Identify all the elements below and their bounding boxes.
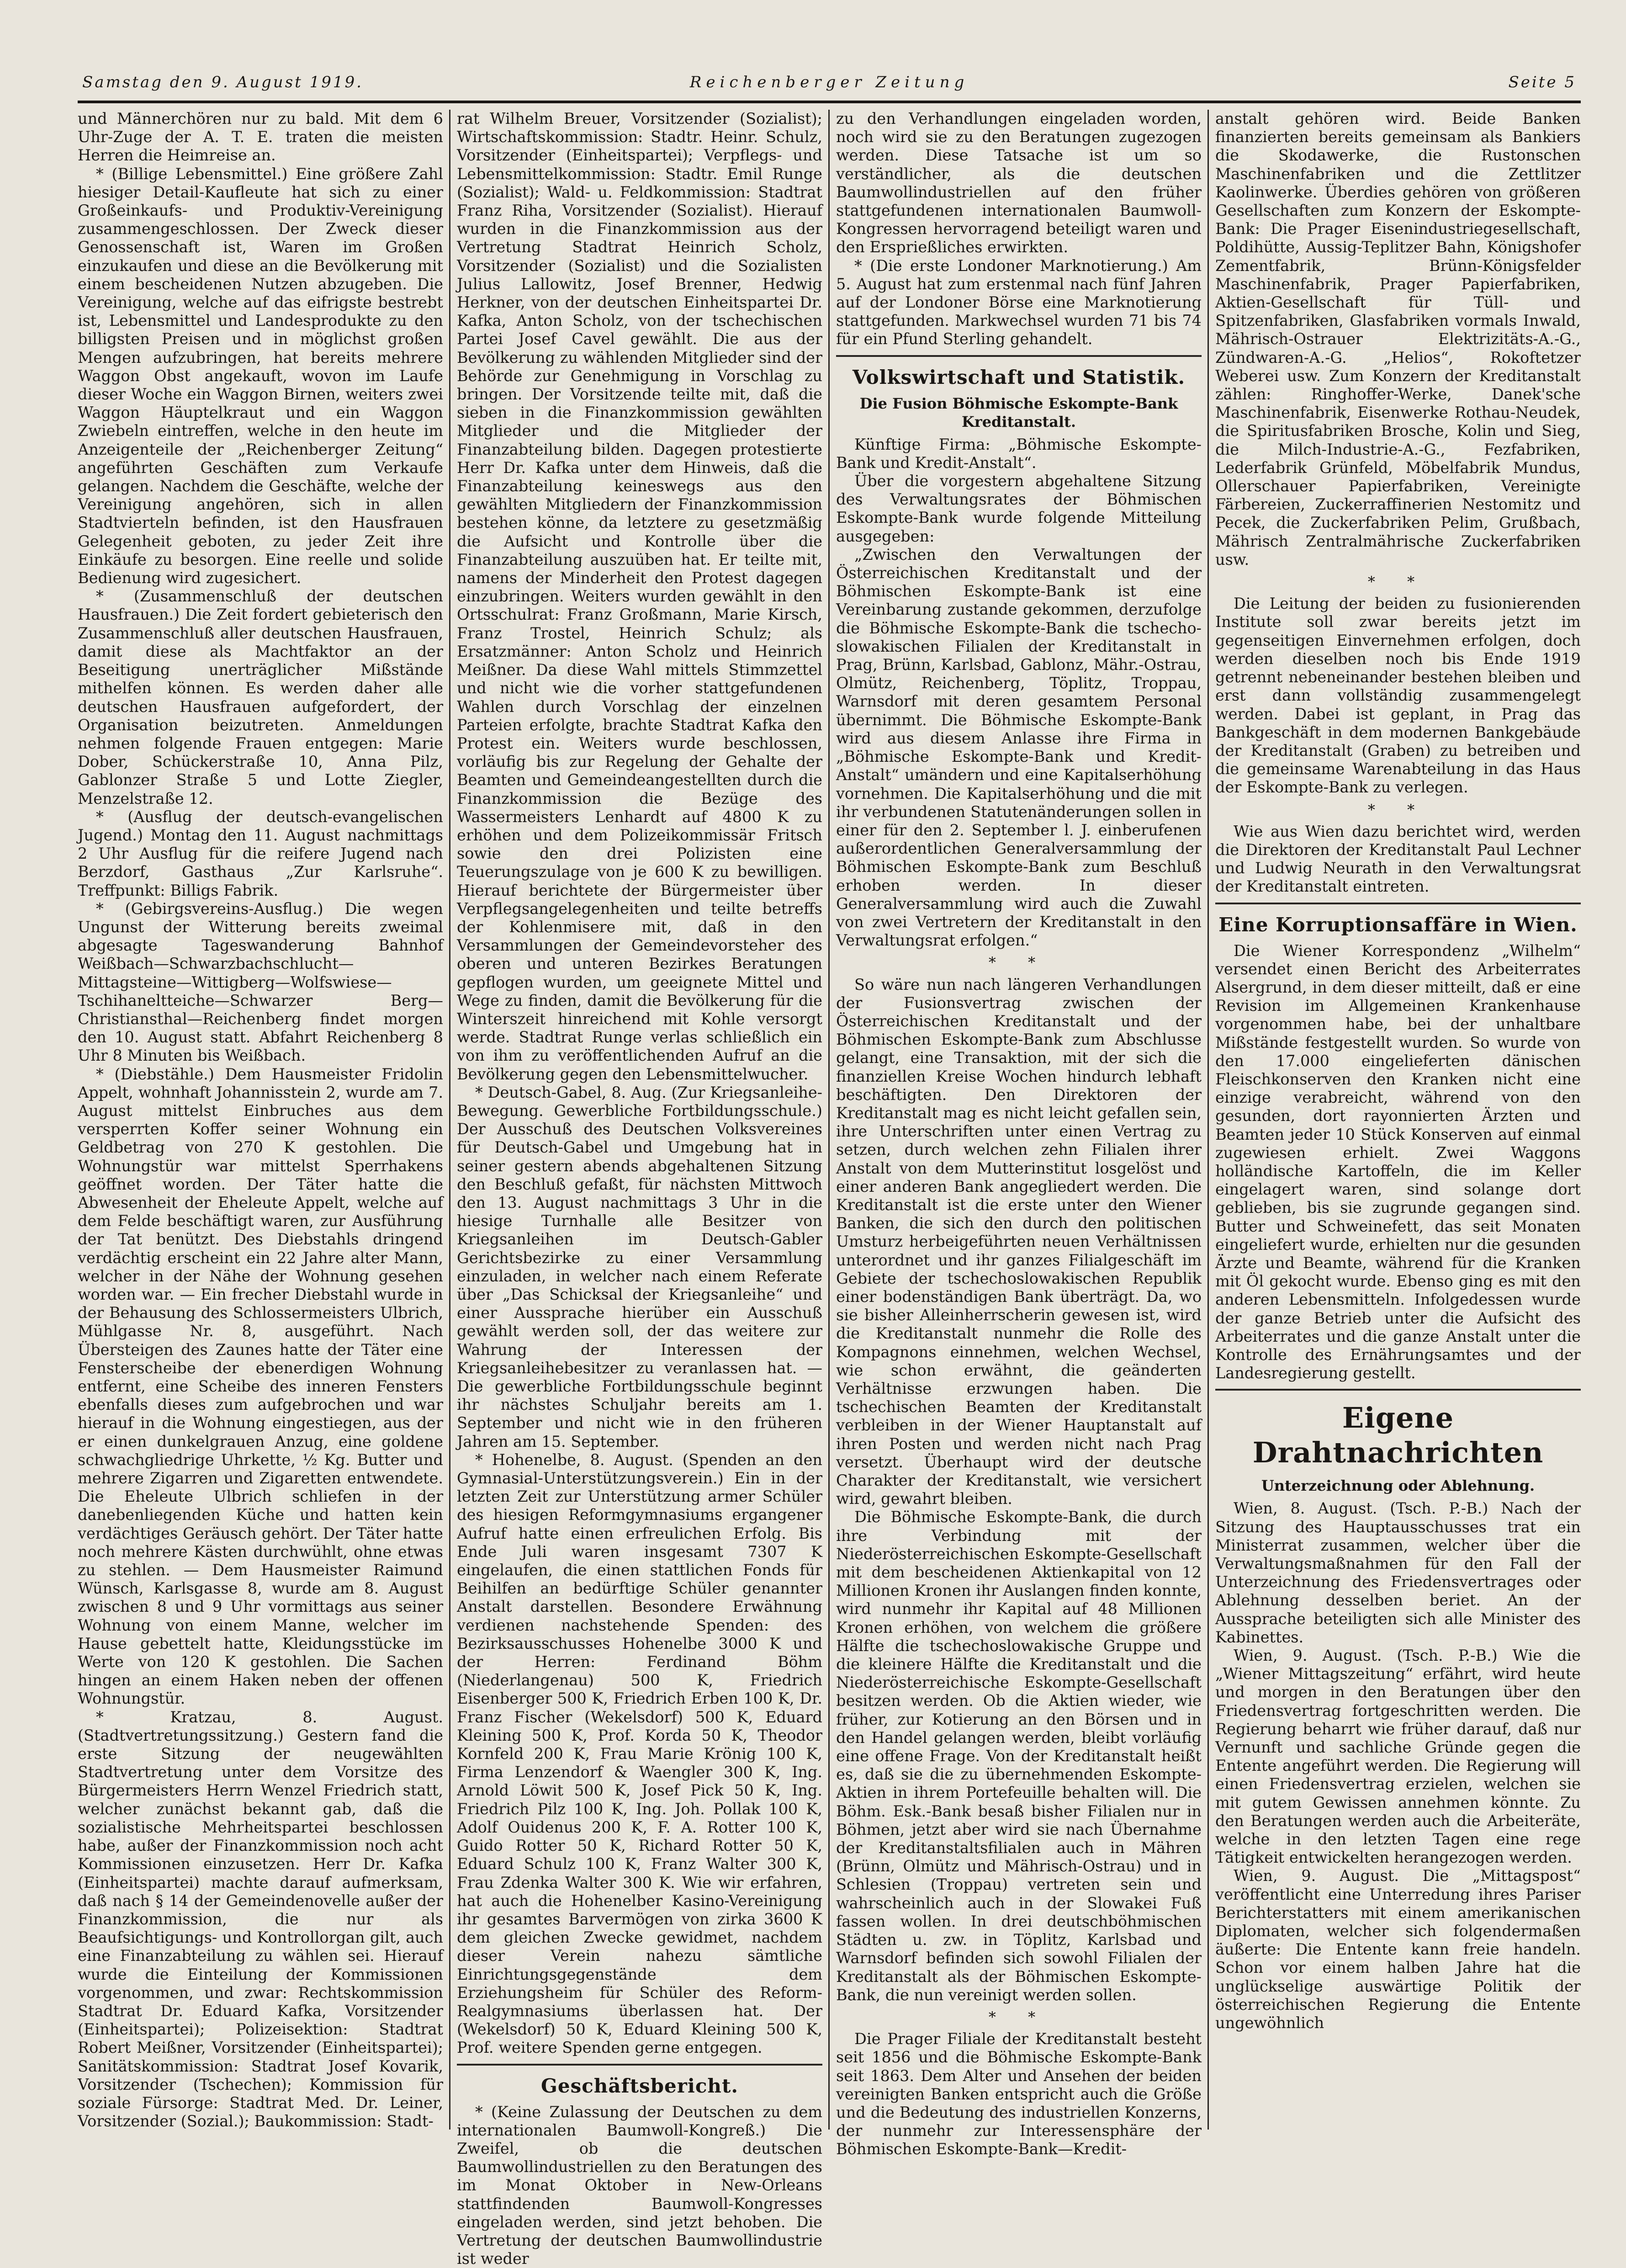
section-divider <box>836 355 1202 357</box>
article-headline: Die Fusion Böhmische Eskompte-Bank Kreditanstalt. <box>859 394 1178 430</box>
article-firma: Künftige Firma: „Böhmische Eskompte-Bank und Kredit-Anstalt“. <box>836 435 1202 472</box>
article-quote: „Zwischen den Verwaltungen der Österreichischen Kreditanstalt und der Böhmischen Eskompte-Bank ist eine Vereinbarung zustande gekommen, derzufolge die Böhmische Eskompte-Bank die tschecho-slowakischen Filialen der Kreditanstalt in Prag, Brünn, Karlsbad, Gablonz, Mähr.-Ostrau, Olmütz, Reichenberg, Töplitz, Troppau, Warnsdorf mit deren gesamtem Personal übernimmt. Die Böhmische Eskompte-Bank wird aus diesem Anlasse ihre Firma in „Böhmische Eskompte-Bank und Kredit-Anstalt“ umändern und eine Kapitalserhöhung vornehmen. Die Kapitalserhöhung und die mit ihr verbundenen Statutenänderungen sollen in einer für den 2. September l. J. einberufenen außerordentlichen Generalversammlung der Böhmischen Eskompte-Bank zum Beschluß erhoben werden. In dieser Generalversammlung wird auch die Zuwahl von zwei Vertretern der Kreditanstalt in den Verwaltungsrat erfolgen.“ <box>836 545 1202 950</box>
article-konzern: anstalt gehören wird. Beide Banken finanzierten bereits gemeinsam als Bankiers die Skodawerke, die Rustonschen Maschinenfabriken und die Zettlitzer Kaolinwerke. Überdies gehören von größeren Gesellschaften zum Konzern der Eskompte-Bank: Die Prager Eisenindustriegesellschaft, Poldihütte, Aussig-Teplitzer Bahn, Königshofer Zementfabrik, Brünn-Königsfelder Maschinenfabrik, Prager Papierfabriken, Aktien-Gesellschaft für Tüll- und Spitzenfabriken, Glasfabriken vormals Inwald, Mährisch-Ostrauer Elektrizitäts-A.-G., Zündwaren-A.-G. „Helios“, Rokoftetzer Weberei usw. Zum Konzern der Kreditanstalt zählen: Ringhoffer-Werke, Danek'sche Maschinenfabrik, Eisenwerke Rothau-Neudek, die Spiritusfabriken Brosche, Kolin und Sieg, die Milch-Industrie-A.-G., Fezfabriken, Lederfabrik Grünfeld, Möbelfabrik Mundus, Ollerschauer Papierfabriken, Vereinigte Färbereien, Zuckerraffinerien Nestomitz und Pecek, die Zuckerfabriken Pelim, Grußbach, Mährisch Zentralmährische Zuckerfabriken usw. <box>1215 110 1581 568</box>
article-kratzau-continued: rat Wilhelm Breuer, Vorsitzender (Sozialist); Wirtschaftskommission: Stadtr. Heinr. Schulz, Vorsitzender (Einheitspartei); Verpflegs- und Lebensmittelkommission: Stadtr. Emil Runge (Sozialist); Wald- u. Feldkommission: Stadtrat Franz Riha, Vorsitzender (Sozialist). Hierauf wurden in die Finanzkommission aus der Vertretung Stadtrat Heinrich Scholz, Vorsitzender (Sozialist) und die Sozialisten Julius Lallowitz, Josef Brenner, Hedwig Herkner, von der deutschen Einheitspartei Dr. Kafka, Anton Scholz, von der tschechischen Partei Josef Cavel gewählt. Die aus der Bevölkerung zu wählenden Mitglieder sind der Behörde zur Genehmigung in Vorschlag zu bringen. Der Vorsitzende teilte mit, daß die sieben in die Finanzkommission gewählten Mitglieder und die Mitglieder der Finanzabteilung bilden. Dagegen protestierte Herr Dr. Kafka unter dem Hinweis, daß die Finanzabteilung keineswegs aus den gewählten Mitgliedern der Finanzkommission bestehen könne, da letztere zu gesetzmäßig die Aufsicht und Kontrolle über die Finanzabteilung auszuüben hat. Er teilte mit, namens der Minderheit den Protest dagegen einzubringen. Weiters wurden gewählt in den Ortsschulrat: Franz Großmann, Marie Kirsch, Franz Trostel, Heinrich Schulz; als Ersatzmänner: Anton Scholz und Heinrich Meißner. Da diese Wahl mittels Stimmzettel und nicht wie die vorher stattgefundenen Wahlen durch Vorschlag der einzelnen Parteien erfolgte, brachte Stadtrat Kafka den Protest ein. Weiters wurde beschlossen, vorläufig bis zur Regelung der Gehalte der Beamten und Gemeindeangestellten durch die Finanzkommission die Bezüge des Wassermeisters Lenhardt auf 4800 K zu erhöhen und dem Polizeikommissär Fritsch sowie den drei Polizisten eine Teuerungszulage von je 600 K zu bewilligen. Hierauf berichtete der Bürgermeister über Verpflegsangelegenheiten und teilte betreffs der Kohlenmisere mit, daß in den Versammlungen der Gemeindevorsteher des oberen und unteren Bezirkes Beratungen gepflogen wurden, um geeignete Mittel und Wege zu finden, damit die Bevölkerung für die Winterszeit hinreichend mit Kohle versorgt werde. Stadtrat Runge verlas schließlich ein von ihm zu veröffentlichenden Aufruf an die Bevölkerung gegen den Lebensmittelwucher. <box>457 110 822 1083</box>
article-text: Über die vorgestern abgehaltene Sitzung des Verwaltungsrates der Böhmischen Eskompte-Bank wurde folgende Mitteilung ausgegeben: <box>836 472 1202 545</box>
article-text: So wäre nun nach längeren Verhandlungen der Fusionsvertrag zwischen der Österreichischen Kreditanstalt und der Böhmischen Eskompte-Bank zum Abschlusse gelangt, eine Transaktion, mit der sich die finanziellen Kreise Wochen hindurch lebhaft beschäftigten. Den Direktoren der Kreditanstalt mag es nicht leicht gefallen sein, ihre Unterschriften unter einen Vertrag zu setzen, durch welchen zehn Filialen ihrer Anstalt von dem Mutterinstitut losgelöst und einer anderen Bank angegliedert werden. Die Kreditanstalt ist die erste unter den Wiener Banken, die sich den durch den politischen Umsturz herbeigeführten neuen Verhältnissen unterordnet und ihr ganzes Filialgeschäft im Gebiete der tschechoslowakischen Republik einer bodenständigen Bank überträgt. Da, wo sie bisher Alleinherrscherin gewesen ist, wird die Kreditanstalt nunmehr die Rolle des Kompagnons einnehmen, welchen Wechsel, wie schon erwähnt, die geänderten Verhältnisse erzwungen haben. Die tschechischen Beamten der Kreditanstalt verbleiben in der Wiener Hauptanstalt auf ihren Posten und werden nicht nach Prag versetzt. Überhaupt wird der deutsche Charakter der Kreditanstalt, wie versichert wird, gewahrt bleiben. <box>836 975 1202 1508</box>
column-4 <box>1215 110 1581 2130</box>
article-kratzau: * Kratzau, 8. August. (Stadtvertretungssitzung.) Gestern fand die erste Sitzung der neugewählten Stadtvertretung unter dem Vorsitze des Bürgermeisters Herrn Wenzel Friedrich statt, welcher zunächst bekannt gab, daß die sozialistische Mehrheitspartei beschlossen habe, außer der Finanzkommission noch acht Kommissionen einzusetzen. Herr Dr. Kafka (Einheitspartei) machte darauf aufmerksam, daß nach § 14 der Gemeindenovelle außer der Finanzkommission, die nur als Beaufsichtigungs- und Kontrollorgan gilt, auch eine Finanzabteilung zu wählen sei. Hierauf wurde die Einteilung der Kommissionen vorgenommen, und zwar: Rechtskommission Stadtrat Dr. Eduard Kafka, Vorsitzender (Einheitspartei); Polizeisektion: Stadtrat Robert Meißner, Vorsitzender (Einheitspartei); Sanitätskommission: Stadtrat Josef Kovarik, Vorsitzender (Tschechen); Kommission für soziale Fürsorge: Stadtrat Med. Dr. Leiner, Vorsitzender (Sozial.); Baukommission: Stadt- <box>78 1708 443 2130</box>
separator-asterisks: * * <box>988 954 1049 972</box>
article-text: und Männerchören nur zu bald. Mit dem 6 Uhr-Zuge der A. T. E. traten die meisten Herren die Heimreise an. <box>78 110 443 165</box>
header-masthead: Reichenberger Zeitung <box>689 73 969 91</box>
telegram-text: Wien, 9. August. Die „Mittagspost“ veröffentlicht eine Unterredung ihres Pariser Berichterstatters mit einem amerikanischen Diplomaten, welcher sich folgendermaßen äußerte: Die Entente kann freie handeln. Schon vor einem halben Jahre hat die unglückselige auswärtige Politik der österreichischen Regierung die Entente ungewöhnlich <box>1215 1867 1581 2032</box>
column-1 <box>78 110 443 2130</box>
article-baumwoll-continued: zu den Verhandlungen eingeladen worden, noch wird sie zu den Beratungen zugezogen werden. Diese Tatsache ist um so verständlicher, als die deutschen Baumwollindustriellen auf den früher stattgefundenen internationalen Baumwoll-Kongressen hervorragend beteiligt waren und den Ersprießliches erwirkten. <box>836 110 1202 256</box>
article-text: Die Böhmische Eskompte-Bank, die durch ihre Verbindung mit der Niederösterreichischen Eskompte-Gesellschaft mit dem bescheidenen Aktienkapital von 12 Millionen Kronen ihr Auslangen finden konnte, wird nunmehr ihr Kapital auf 48 Millionen Kronen erhöhen, von welchem die größere Hälfte die tschechoslowakische Gruppe und die kleinere Hälfte die Kreditanstalt und die Niederösterreichische Eskompte-Gesellschaft besitzen werden. Ob die Aktien wieder, wie früher, zur Kotierung an den Börsen und in den Handel gelangen werden, bleibt vorläufig eine offene Frage. Von der Kreditanstalt heißt es, daß sie die zu übernehmenden Eskompte-Aktien in ihrem Portefeuille behalten will. Die Böhm. Esk.-Bank besaß bisher Filialen nur in Böhmen, jetzt aber wird sie nach Übernahme der Kreditanstaltsfilialen auch in Mähren (Brünn, Olmütz und Mährisch-Ostrau) und in Schlesien (Troppau) vertreten sein und wahrscheinlich auch in der Slowakei Fuß fassen wollen. In drei deutschböhmischen Städten u. zw. in Töplitz, Karlsbad und Warnsdorf befinden sich sowohl Filialen der Kreditanstalt als der Böhmischen Eskompte-Bank, die nun vereinigt werden sollen. <box>836 1508 1202 2004</box>
telegram-text: Wien, 9. August. (Tsch. P.-B.) Wie die „Wiener Mittagszeitung“ erfährt, wird heute und morgen in den Beratungen über den Friedensvertrag fortgeschritten werden. Die Regierung beharrt wie früher darauf, daß nur Vernunft und sachliche Gründe gegen die Entente angeführt werden. Die Regierung will einen Friedensvertrag erzielen, welchen sie mit gutem Gewissen annehmen könnte. Zu den Beratungen werden auch die Arbeiteräte, welche in den letzten Tagen eine rege Tätigkeit entwickelten herangezogen werden. <box>1215 1647 1581 1867</box>
article-headline: Eine Korruptionsaffäre in Wien. <box>1218 913 1578 936</box>
header-page-number: Seite 5 <box>1508 73 1576 91</box>
article-deutsch-gabel: * Deutsch-Gabel, 8. Aug. (Zur Kriegsanleihe-Bewegung. Gewerbliche Fortbildungsschule.) Der Ausschuß des Deutschen Volksvereines für Deutsch-Gabel und Umgebung hat in seiner gestern abends abgehaltenen Sitzung den Beschluß gefaßt, für nächsten Mittwoch den 13. August nachmittags 3 Uhr in die hiesige Turnhalle alle Besitzer von Kriegsanleihen im Deutsch-Gabler Gerichtsbezirke zu einer Versammlung einzuladen, in welcher nach einem Referate über „Das Schicksal der Kriegsanleihe“ und einer Aussprache hierüber ein Ausschuß gewählt werden soll, der das weitere zur Wahrung der Interessen der Kriegsanleihebesitzer zu veranlassen hat. — Die gewerbliche Fortbildungsschule beginnt ihr nächstes Schuljahr bereits am 1. September und nicht wie in den früheren Jahren am 15. September. <box>457 1083 822 1450</box>
section-divider <box>457 2064 822 2066</box>
article-text: Die Leitung der beiden zu fusionierenden Institute soll zwar bereits jetzt im gegenseitigen Einvernehmen erfolgen, doch werden dieselben noch bis Ende 1919 getrennt nebeneinander bestehen bleiben und erst dann vollständig zusammengelegt werden. Dabei ist geplant, in Prag das Bankgeschäft in dem modernen Bankgebäude der Kreditanstalt (Graben) zu betreiben und die gemeinsame Warenabteilung in das Haus der Eskompte-Bank zu verlegen. <box>1215 595 1581 797</box>
separator-asterisks: * * <box>1367 801 1429 818</box>
article-hohenelbe: * Hohenelbe, 8. August. (Spenden an den Gymnasial-Unterstützungsverein.) Ein in der letzten Zeit zur Unterstützung armer Schüler des hiesigen Reformgymnasiums ergangener Aufruf hatte einen erfreulichen Erfolg. Bis Ende Juli waren insgesamt 7307 K eingelaufen, die einen stattlichen Fonds für Beihilfen an bedürftige Schüler genannter Anstalt darstellen. Besondere Erwähnung verdienen nachstehende Spenden: des Bezirksausschusses Hohenelbe 3000 K und der Herren: Ferdinand Böhm (Niederlangenau) 500 K, Friedrich Eisenberger 500 K, Friedrich Erben 100 K, Dr. Franz Fischer (Wekelsdorf) 500 K, Eduard Kleining 500 K, Prof. Korda 50 K, Theodor Kornfeld 200 K, Frau Marie Krönig 100 K, Firma Lenzendorf & Waengler 300 K, Ing. Arnold Löwit 500 K, Josef Pick 50 K, Ing. Friedrich Pilz 100 K, Ing. Joh. Pollak 100 K, Adolf Ouidenus 200 K, F. A. Rotter 100 K, Guido Rotter 50 K, Richard Rotter 50 K, Eduard Schulz 100 K, Franz Walter 300 K, Frau Zdenka Walter 300 K. Wie wir erfahren, hat auch die Hohenelber Kasino-Vereinigung ihr gesamtes Barvermögen von zirka 3600 K dem gleichen Zwecke gewidmet, nachdem dieser Verein nahezu sämtliche Einrichtungsgegenstände dem Erziehungsheim für Schüler des Reform-Realgymnasiums überlassen hat. Der (Wekelsdorf) 50 K, Eduard Kleining 500 K, Prof. weitere Spenden gerne entgegen. <box>457 1450 822 2057</box>
article-gebirgsverein: * (Gebirgsvereins-Ausflug.) Die wegen Ungunst der Witterung bereits zweimal abgesagte Tageswanderung Bahnhof Weißbach—Schwarzbachschlucht—Mittagsteine—Wittigberg—Wolfswiese—Tschihaneltteiche—Schwarzer Berg—Christiansthal—Reichenberg findet morgen den 10. August statt. Abfahrt Reichenberg 8 Uhr 8 Minuten bis Weißbach. <box>78 899 443 1065</box>
column-rule <box>449 110 450 2130</box>
article-text: Die Prager Filiale der Kreditanstalt besteht seit 1856 und die Böhmische Eskompte-Bank seit 1863. Dem Alter und Ansehen der beiden vereinigten Banken entspricht auch die Größe und die Bedeutung des industriellen Konzerns, der nunmehr zur Interessensphäre der Böhmischen Eskompte-Bank—Kredit- <box>836 2030 1202 2158</box>
page-header <box>78 69 1581 103</box>
telegram-text: Wien, 8. August. (Tsch. P.-B.) Nach der Sitzung des Hauptausschusses trat ein Ministerrat zusammen, welcher über die Verwaltungsmaßnahmen für den Fall der Unterzeichnung des Friedensvertrages oder Ablehnung desselben beriet. An der Aussprache beteiligten sich alle Minister des Kabinettes. <box>1215 1499 1581 1646</box>
column-rule <box>828 110 830 2130</box>
separator-asterisks: * * <box>988 2008 1049 2026</box>
separator-asterisks: * * <box>1367 573 1429 591</box>
column-2 <box>457 110 822 2268</box>
article-diebstaehle: * (Diebstähle.) Dem Hausmeister Fridolin Appelt, wohnhaft Johannisstein 2, wurde am 7. August mittelst Einbruches aus dem versperrten Koffer seiner Wohnung ein Geldbetrag von 270 K gestohlen. Die Wohnungstür war mittelst Sperrhakens geöffnet worden. Der Täter hatte die Abwesenheit der Eheleute Appelt, welche auf dem Felde beschäftigt waren, zur Ausführung der Tat benützt. Des Diebstahls dringend verdächtig erscheint ein 22 Jahre alter Mann, welcher in der Nähe der Wohnung gesehen worden war. — Ein frecher Diebstahl wurde in der Behausung des Schlossermeisters Ulbrich, Mühlgasse Nr. 8, ausgeführt. Nach Übersteigen des Zaunes hatte der Täter eine Fensterscheibe der ebenerdigen Wohnung entfernt, eine Scheibe des inneren Fensters ebenfalls dieses zum aufgebrochen und war hierauf in die Wohnung eingestiegen, aus der er einen dunkelgrauen Anzug, eine goldene schwachgliedrige Uhrkette, ½ Kg. Butter und mehrere Zigarren und Zigaretten entwendete. Die Eheleute Ulbrich schliefen in der danebenliegenden Küche und hatten kein verdächtiges Geräusch gehört. Der Täter hatte noch mehrere Kästen durchwühlt, ohne etwas zu stehlen. — Dem Hausmeister Raimund Wünsch, Karlsgasse 8, wurde am 8. August zwischen 8 und 9 Uhr vormittags aus seiner Wohnung von einem Manne, welcher im Hause gebettelt hatte, Kleidungsstücke im Werte von 120 K gestohlen. Die Sachen hingen an einem Haken neben der offenen Wohnungstür. <box>78 1065 443 1708</box>
article-hausfrauen: * (Zusammenschluß der deutschen Hausfrauen.) Die Zeit fordert gebieterisch den Zusammenschluß aller deutschen Hausfrauen, damit diese als Machtfaktor an der Beseitigung unerträglicher Mißstände mithelfen können. Es werden daher alle deutschen Hausfrauen aufgefordert, der Organisation beizutreten. Anmeldungen nehmen folgende Frauen entgegen: Marie Dober, Schückerstraße 10, Anna Pilz, Gablonzer Straße 5 und Lotte Ziegler, Menzelstraße 12. <box>78 587 443 807</box>
header-date: Samstag den 9. August 1919. <box>82 73 363 91</box>
article-korruption: Die Wiener Korrespondenz „Wilhelm“ versendet einen Bericht des Arbeiterrates Alsergrund, in dem dieser mitteilt, daß er eine Revision im Allgemeinen Krankenhause vorgenommen habe, bei der unhaltbare Mißstände festgestellt wurden. So wurde von den 17.000 eingelieferten dänischen Fleischkonserven den Kranken nicht eine einzige verabreicht, während von den gesunden, dort rayonnierten Ärzten und Beamten jeder 10 Stück Konserven auf einmal zugewiesen erhielt. Zwei Waggons holländische Kartoffeln, die im Keller eingelagert waren, sind solange dort geblieben, bis sie zugrunde gegangen sind. Butter und Schweinefett, das seit Monaten eingeliefert wurde, erhielten nur die gesunden Ärzte und Beamte, während für die Kranken mit Öl gekocht wurde. Ebenso ging es mit den anderen Lebensmitteln. Infolgedessen wurde der ganze Betrieb unter die Aufsicht des Arbeiterrates und die ganze Anstalt unter die Kontrolle des Ernährungsamtes und der Landesregierung gestellt. <box>1215 941 1581 1382</box>
article-text: Wie aus Wien dazu berichtet wird, werden die Direktoren der Kreditanstalt Paul Lechner und Ludwig Neurath in den Verwaltungsrat der Kreditanstalt eintreten. <box>1215 822 1581 896</box>
section-heading: Eigene Drahtnachrichten <box>1252 1401 1544 1470</box>
section-divider <box>1215 1389 1581 1391</box>
section-heading: Volkswirtschaft und Statistik. <box>852 366 1186 388</box>
section-heading: Geschäftsbericht. <box>541 2074 738 2097</box>
section-divider <box>1215 903 1581 904</box>
article-lebensmittel: * (Billige Lebensmittel.) Eine größere Zahl hiesiger Detail-Kaufleute hat sich zu einer Großeinkaufs- und Produktiv-Vereinigung zusammengeschlossen. Der Zweck dieser Genossenschaft ist, Waren im Großen einzukaufen und diese an die Bevölkerung mit einem bescheidenen Nutzen abzugeben. Die Vereinigung, welche auf das eifrigste bestrebt ist, Lebensmittel und Landesprodukte zu den billigsten Preisen und in möglichst großen Mengen aufzubringen, hat bereits mehrere Waggon Obst angekauft, wovon im Laufe dieser Woche ein Waggon Birnen, weiters zwei Waggon Häuptelkraut und ein Waggon Zwiebeln eintreffen, welche in den heute im Anzeigenteile der „Reichenberger Zeitung“ angeführten Geschäften zum Verkaufe gelangen. Nachdem die Geschäfte, welche der Vereinigung angehören, sich in allen Stadtvierteln befinden, ist den Hausfrauen Gelegenheit geboten, zu jeder Zeit ihre Einkäufe zu besorgen. Eine reelle und solide Bedienung wird zugesichert. <box>78 165 443 587</box>
article-baumwoll-kongress: * (Keine Zulassung der Deutschen zu dem internationalen Baumwoll-Kongreß.) Die Zweifel, ob die deutschen Baumwollindustriellen zu den Beratungen des im Monat Oktober in New-Orleans stattfindenden Baumwoll-Kongresses eingeladen werden, sind jetzt behoben. Die Vertretung der deutschen Baumwollindustrie ist weder <box>457 2103 822 2268</box>
article-headline: Unterzeichnung oder Ablehnung. <box>1261 1477 1535 1495</box>
article-jugend-ausflug: * (Ausflug der deutsch-evangelischen Jugend.) Montag den 11. August nachmittags 2 Uhr Ausflug für die reifere Jugend nach Berzdorf, Gasthaus „Zur Karlsruhe“. Treffpunkt: Billigs Fabrik. <box>78 807 443 899</box>
article-marknotierung: * (Die erste Londoner Marknotierung.) Am 5. August hat zum erstenmal nach fünf Jahren auf der Londoner Börse eine Marknotierung stattgefunden. Markwechsel wurden 71 bis 74 für ein Pfund Sterling gehandelt. <box>836 256 1202 348</box>
column-rule <box>1208 110 1209 2130</box>
column-3 <box>836 110 1202 2158</box>
